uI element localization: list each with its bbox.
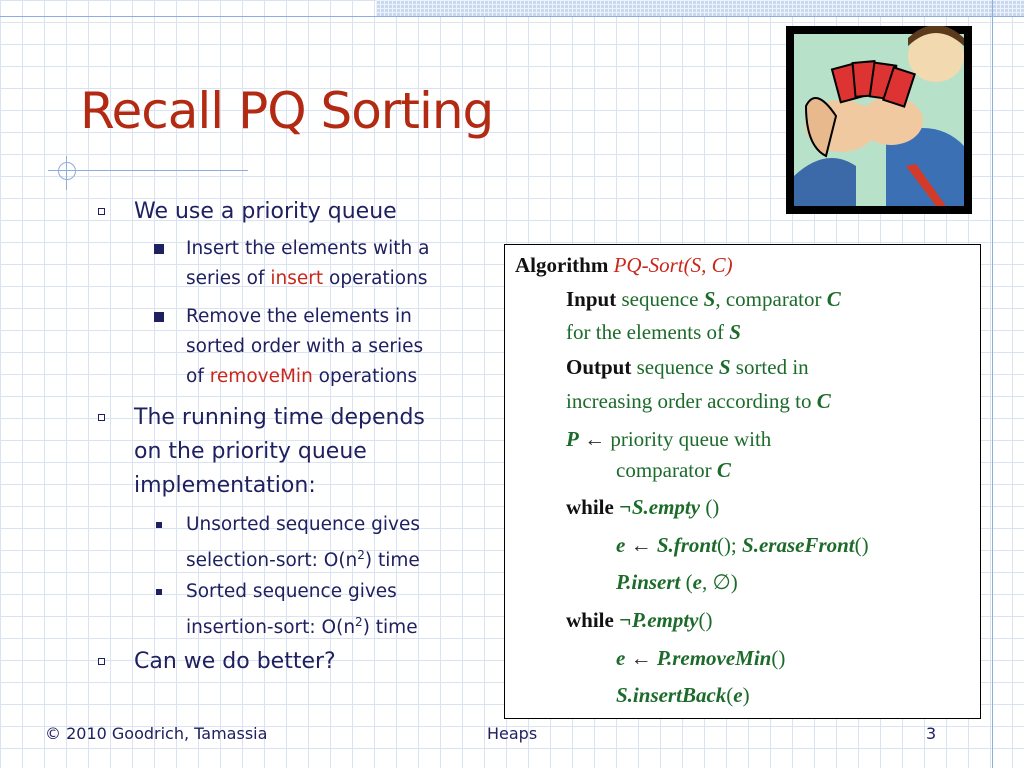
algorithm-while-2: while ¬P.empty() [566, 608, 713, 632]
algorithm-loop1-line2: P.insert (e, ∅) [616, 570, 738, 594]
algorithm-input-line: Input sequence S, comparator C [566, 287, 841, 311]
filled-square-bullet-icon [156, 589, 162, 595]
sub-bullet-sorted: Sorted sequence gives insertion-sort: $O(n^2)$ time [186, 577, 418, 643]
bullet-running-time: The running time depends on the priority queue implementation: [134, 401, 425, 503]
card-players-image [786, 26, 972, 214]
right-rule [992, 0, 993, 768]
hollow-square-bullet-icon [98, 414, 105, 421]
algorithm-loop2-line2: S.insertBack(e) [616, 683, 750, 707]
sub-bullet-insert: Insert the elements with a series of insert operations [186, 234, 429, 294]
algorithm-while-1: while ¬S.empty () [566, 495, 720, 519]
hollow-square-bullet-icon [98, 658, 105, 665]
algorithm-loop2-line1: e ← P.removeMin() [616, 646, 786, 670]
bullet-priority-queue: We use a priority queue [134, 195, 397, 229]
algorithm-pq-line: P ← priority queue with [566, 427, 772, 451]
footer-page-number: 3 [926, 724, 937, 743]
footer-topic: Heaps [487, 724, 538, 743]
algorithm-input-line-2: for the elements of S [566, 320, 741, 344]
header-rule [0, 16, 1024, 17]
title-crosshair-circle [58, 162, 76, 180]
filled-square-bullet-icon [154, 244, 164, 254]
algorithm-header: Algorithm PQ-Sort(S, C) [515, 253, 733, 277]
bullet-do-better: Can we do better? [134, 645, 336, 679]
title-underline [48, 170, 248, 171]
algorithm-box [504, 244, 981, 719]
slide-title: Recall PQ Sorting [80, 82, 494, 140]
filled-square-bullet-icon [154, 312, 164, 322]
algorithm-output-line: Output sequence S sorted in [566, 355, 809, 379]
sub-bullet-unsorted: Unsorted sequence gives selection-sort: $O(n^2)$ time [186, 510, 420, 576]
footer-copyright: © 2010 Goodrich, Tamassia [45, 724, 268, 743]
sub-bullet-remove: Remove the elements in sorted order with a series of removeMin operations [186, 302, 423, 392]
hollow-square-bullet-icon [98, 208, 105, 215]
algorithm-pq-line-2: comparator C [616, 458, 731, 482]
header-pattern-band [376, 0, 1024, 16]
algorithm-loop1-line1: e ← S.front(); S.eraseFront() [616, 533, 869, 557]
algorithm-output-line-2: increasing order according to C [566, 389, 831, 413]
filled-square-bullet-icon [156, 522, 162, 528]
